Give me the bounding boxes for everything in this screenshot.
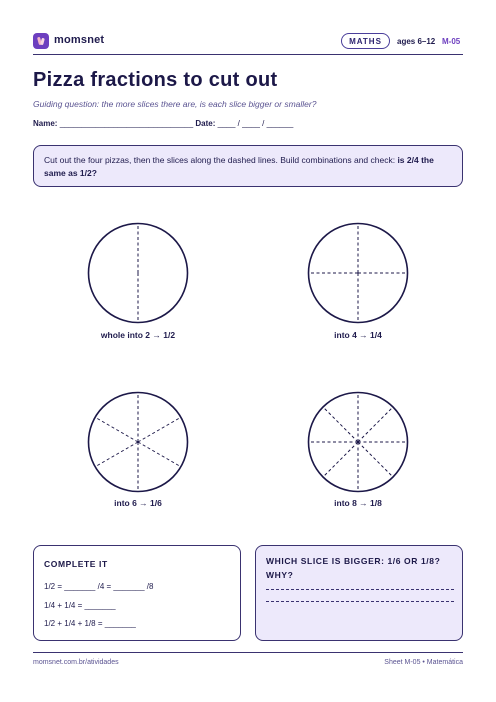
exercise-line-1[interactable]: 1/2 = _______ /4 = _______ /8: [44, 582, 154, 591]
brand-logo-icon: [33, 33, 49, 49]
subject-badge: MATHS: [341, 33, 390, 49]
complete-it-title: COMPLETE IT: [44, 559, 108, 569]
footer-url[interactable]: momsnet.com.br/atividades: [33, 659, 119, 666]
answer-line-2[interactable]: [266, 601, 454, 602]
pizza-eighths: [307, 391, 409, 493]
answer-line-1[interactable]: [266, 589, 454, 590]
date-blank[interactable]: ____ / ____ / ______: [217, 119, 294, 128]
pizza-caption-quarters: into 4 → 1/4: [334, 330, 382, 340]
guiding-question: Guiding question: the more slices there are, is each slice bigger or smaller?: [33, 99, 317, 109]
exercise-line-3[interactable]: 1/2 + 1/4 + 1/8 = _______: [44, 619, 136, 628]
exercise-line-2[interactable]: 1/4 + 1/4 = _______: [44, 601, 116, 610]
pizza-halves: [87, 222, 189, 324]
question-title: WHICH SLICE IS BIGGER: 1/6 OR 1/8?: [266, 556, 441, 566]
instructions-text: Cut out the four pizzas, then the slices along the dashed lines. Build combinations and check:: [44, 155, 398, 165]
age-range: ages 6–12: [397, 37, 436, 46]
question-why: WHY?: [266, 570, 294, 580]
pizza-caption-eighths: into 8 → 1/8: [334, 498, 382, 508]
name-blank[interactable]: ______________________________: [59, 119, 194, 128]
footer-sheet-info: Sheet M-05 • Matemática: [384, 659, 463, 666]
footer-divider: [33, 652, 463, 653]
header-divider: [33, 54, 463, 55]
complete-it-box: [33, 545, 241, 641]
page-title: Pizza fractions to cut out: [33, 69, 278, 91]
pizza-sixths: [87, 391, 189, 493]
bigger-slice-question-box: [255, 545, 463, 641]
name-label: Name:: [33, 119, 58, 128]
pizza-quarters: [307, 222, 409, 324]
instructions-emphasis: is 2/4 the same as 1/2?: [44, 155, 434, 178]
sheet-code: M-05: [442, 37, 461, 46]
student-fields: [33, 119, 293, 128]
brand-name: momsnet: [54, 34, 105, 46]
pizza-caption-sixths: into 6 → 1/6: [114, 498, 162, 508]
pizza-caption-halves: whole into 2 → 1/2: [100, 330, 176, 340]
instructions-panel: [33, 145, 463, 187]
date-label: Date:: [195, 119, 216, 128]
